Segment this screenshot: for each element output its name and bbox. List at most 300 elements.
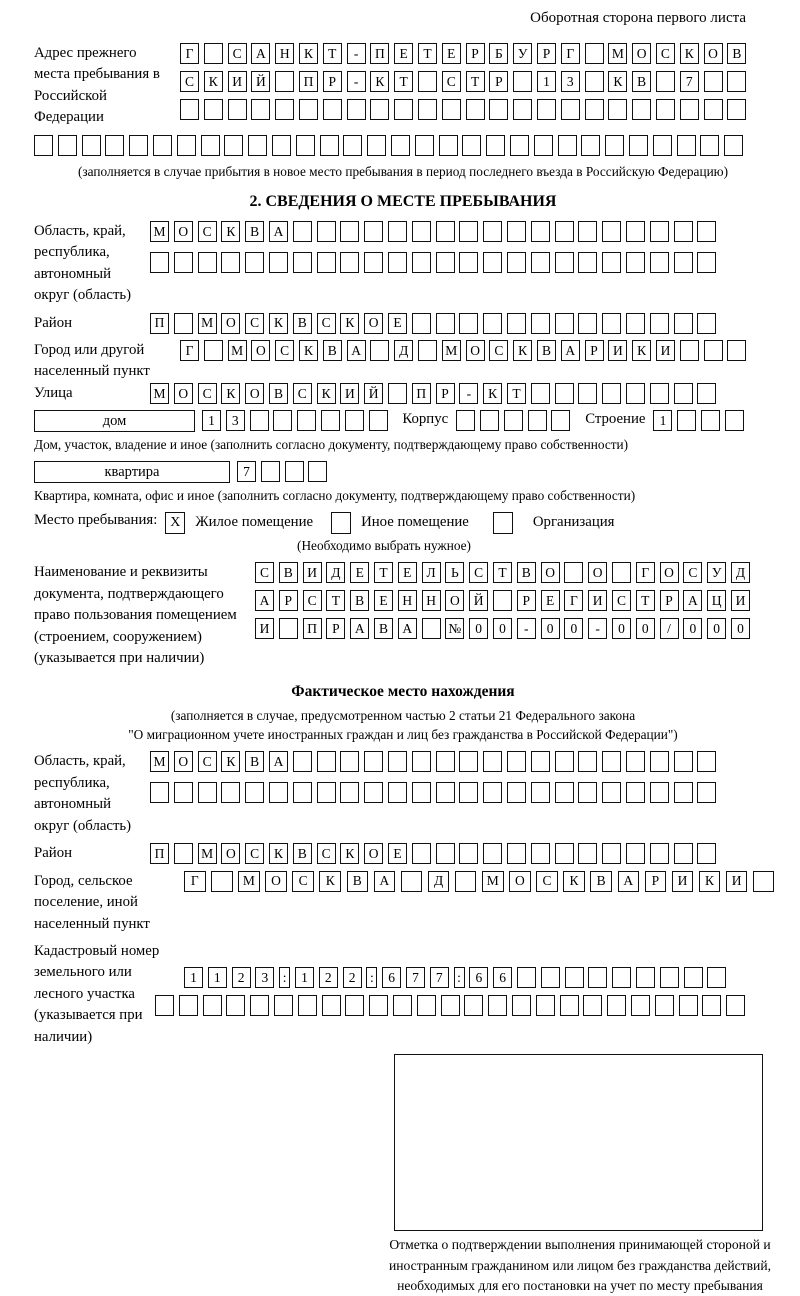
char-cell[interactable]	[285, 461, 304, 482]
char-cell[interactable]: К	[608, 71, 627, 92]
char-cell[interactable]: -	[588, 618, 607, 639]
char-cell[interactable]	[602, 313, 621, 334]
char-cell[interactable]	[697, 843, 716, 864]
char-cell[interactable]	[727, 99, 746, 120]
char-cell[interactable]: Г	[564, 590, 583, 611]
char-cell[interactable]	[459, 252, 478, 273]
char-cell[interactable]	[391, 135, 410, 156]
char-cell[interactable]: А	[683, 590, 702, 611]
char-cell[interactable]	[293, 751, 312, 772]
char-cell[interactable]	[607, 995, 626, 1016]
char-cell[interactable]	[459, 782, 478, 803]
char-cell[interactable]	[704, 99, 723, 120]
char-cell[interactable]	[588, 967, 607, 988]
char-cell[interactable]: Т	[466, 71, 485, 92]
char-cell[interactable]	[204, 99, 223, 120]
char-cell[interactable]: А	[374, 871, 396, 892]
char-cell[interactable]	[174, 313, 193, 334]
char-cell[interactable]	[180, 99, 199, 120]
char-cell[interactable]: М	[238, 871, 260, 892]
char-cell[interactable]	[655, 995, 674, 1016]
char-cell[interactable]	[602, 782, 621, 803]
char-cell[interactable]: К	[299, 43, 318, 64]
char-cell[interactable]: Р	[660, 590, 679, 611]
char-cell[interactable]	[321, 410, 340, 431]
char-cell[interactable]: Р	[279, 590, 298, 611]
char-cell[interactable]: :	[279, 967, 290, 988]
char-cell[interactable]	[650, 252, 669, 273]
char-cell[interactable]: К	[340, 843, 359, 864]
char-cell[interactable]: С	[275, 340, 294, 361]
char-cell[interactable]: С	[198, 221, 217, 242]
char-cell[interactable]	[488, 995, 507, 1016]
char-cell[interactable]	[466, 99, 485, 120]
char-cell[interactable]	[724, 135, 743, 156]
char-cell[interactable]: Л	[422, 562, 441, 583]
char-cell[interactable]	[320, 135, 339, 156]
char-cell[interactable]: П	[370, 43, 389, 64]
char-cell[interactable]	[483, 782, 502, 803]
char-cell[interactable]	[727, 71, 746, 92]
char-cell[interactable]: Т	[326, 590, 345, 611]
char-cell[interactable]: С	[317, 843, 336, 864]
region-actual-row-1[interactable]	[150, 751, 772, 772]
char-cell[interactable]: К	[269, 313, 288, 334]
prev-address-row-1[interactable]	[180, 43, 772, 64]
char-cell[interactable]	[656, 71, 675, 92]
char-cell[interactable]	[656, 99, 675, 120]
char-cell[interactable]: И	[255, 618, 274, 639]
char-cell[interactable]	[674, 252, 693, 273]
char-cell[interactable]	[412, 313, 431, 334]
char-cell[interactable]: Й	[469, 590, 488, 611]
char-cell[interactable]: К	[340, 313, 359, 334]
checkbox-residential[interactable]: X	[165, 512, 185, 534]
char-cell[interactable]	[155, 995, 174, 1016]
char-cell[interactable]	[608, 99, 627, 120]
char-cell[interactable]	[394, 99, 413, 120]
char-cell[interactable]: Г	[561, 43, 580, 64]
char-cell[interactable]: С	[317, 313, 336, 334]
checkbox-other-premises[interactable]	[331, 512, 351, 534]
char-cell[interactable]: В	[537, 340, 556, 361]
char-cell[interactable]: О	[221, 313, 240, 334]
char-cell[interactable]	[340, 221, 359, 242]
char-cell[interactable]: Т	[394, 71, 413, 92]
char-cell[interactable]	[308, 461, 327, 482]
cadastre-row-2[interactable]	[155, 995, 772, 1016]
char-cell[interactable]: 7	[406, 967, 425, 988]
char-cell[interactable]: 7	[237, 461, 256, 482]
char-cell[interactable]: А	[618, 871, 640, 892]
char-cell[interactable]: 1	[295, 967, 314, 988]
char-cell[interactable]	[555, 221, 574, 242]
char-cell[interactable]	[201, 135, 220, 156]
char-cell[interactable]	[555, 383, 574, 404]
char-cell[interactable]: М	[198, 313, 217, 334]
char-cell[interactable]	[177, 135, 196, 156]
char-cell[interactable]: Е	[388, 313, 407, 334]
char-cell[interactable]: С	[198, 751, 217, 772]
char-cell[interactable]: Т	[507, 383, 526, 404]
char-cell[interactable]	[531, 221, 550, 242]
char-cell[interactable]: К	[483, 383, 502, 404]
char-cell[interactable]: К	[699, 871, 721, 892]
char-cell[interactable]: Р	[645, 871, 667, 892]
char-cell[interactable]	[561, 99, 580, 120]
document-row-1[interactable]	[255, 562, 772, 583]
char-cell[interactable]	[317, 221, 336, 242]
char-cell[interactable]: :	[366, 967, 377, 988]
char-cell[interactable]: С	[683, 562, 702, 583]
char-cell[interactable]: У	[513, 43, 532, 64]
char-cell[interactable]: К	[317, 383, 336, 404]
char-cell[interactable]: И	[340, 383, 359, 404]
char-cell[interactable]	[418, 71, 437, 92]
char-cell[interactable]: К	[680, 43, 699, 64]
char-cell[interactable]	[531, 383, 550, 404]
char-cell[interactable]: В	[245, 221, 264, 242]
char-cell[interactable]	[369, 995, 388, 1016]
char-cell[interactable]: Р	[537, 43, 556, 64]
char-cell[interactable]: А	[255, 590, 274, 611]
char-cell[interactable]	[224, 135, 243, 156]
char-cell[interactable]: В	[293, 313, 312, 334]
char-cell[interactable]	[441, 995, 460, 1016]
char-cell[interactable]: М	[150, 383, 169, 404]
char-cell[interactable]: 2	[343, 967, 362, 988]
char-cell[interactable]: А	[350, 618, 369, 639]
char-cell[interactable]	[560, 995, 579, 1016]
korpus-cells[interactable]	[456, 410, 575, 431]
char-cell[interactable]	[605, 135, 624, 156]
char-cell[interactable]: К	[370, 71, 389, 92]
char-cell[interactable]: Е	[374, 590, 393, 611]
char-cell[interactable]	[439, 135, 458, 156]
char-cell[interactable]	[345, 410, 364, 431]
char-cell[interactable]: К	[269, 843, 288, 864]
char-cell[interactable]	[677, 135, 696, 156]
char-cell[interactable]	[293, 221, 312, 242]
char-cell[interactable]	[82, 135, 101, 156]
char-cell[interactable]	[340, 751, 359, 772]
char-cell[interactable]	[364, 751, 383, 772]
char-cell[interactable]	[704, 71, 723, 92]
char-cell[interactable]: О	[445, 590, 464, 611]
district-row[interactable]	[150, 313, 772, 334]
char-cell[interactable]: О	[632, 43, 651, 64]
stroenie-cells[interactable]	[653, 410, 748, 431]
house-number-cells[interactable]	[202, 410, 392, 431]
char-cell[interactable]: Р	[466, 43, 485, 64]
char-cell[interactable]: Е	[442, 43, 461, 64]
char-cell[interactable]: В	[293, 843, 312, 864]
char-cell[interactable]: К	[221, 383, 240, 404]
char-cell[interactable]: А	[269, 221, 288, 242]
char-cell[interactable]: 1	[537, 71, 556, 92]
char-cell[interactable]	[650, 843, 669, 864]
char-cell[interactable]: Й	[364, 383, 383, 404]
char-cell[interactable]: 3	[226, 410, 245, 431]
char-cell[interactable]: С	[293, 383, 312, 404]
char-cell[interactable]	[343, 135, 362, 156]
char-cell[interactable]	[459, 221, 478, 242]
char-cell[interactable]	[364, 221, 383, 242]
char-cell[interactable]	[436, 843, 455, 864]
char-cell[interactable]: 7	[430, 967, 449, 988]
char-cell[interactable]	[585, 71, 604, 92]
char-cell[interactable]: В	[517, 562, 536, 583]
char-cell[interactable]	[528, 410, 547, 431]
char-cell[interactable]	[725, 410, 744, 431]
char-cell[interactable]	[674, 782, 693, 803]
char-cell[interactable]: Й	[251, 71, 270, 92]
checkbox-organization[interactable]	[493, 512, 513, 534]
char-cell[interactable]	[631, 995, 650, 1016]
char-cell[interactable]	[364, 252, 383, 273]
char-cell[interactable]: И	[672, 871, 694, 892]
char-cell[interactable]: К	[513, 340, 532, 361]
char-cell[interactable]	[660, 967, 679, 988]
char-cell[interactable]: 2	[319, 967, 338, 988]
char-cell[interactable]	[221, 252, 240, 273]
char-cell[interactable]	[697, 751, 716, 772]
char-cell[interactable]	[680, 99, 699, 120]
char-cell[interactable]	[555, 751, 574, 772]
char-cell[interactable]: А	[269, 751, 288, 772]
char-cell[interactable]: О	[174, 383, 193, 404]
char-cell[interactable]	[650, 313, 669, 334]
char-cell[interactable]: М	[442, 340, 461, 361]
char-cell[interactable]	[578, 313, 597, 334]
char-cell[interactable]: О	[364, 843, 383, 864]
char-cell[interactable]	[273, 410, 292, 431]
char-cell[interactable]	[674, 843, 693, 864]
char-cell[interactable]: У	[707, 562, 726, 583]
char-cell[interactable]	[551, 410, 570, 431]
char-cell[interactable]	[459, 751, 478, 772]
char-cell[interactable]	[483, 313, 502, 334]
char-cell[interactable]	[456, 410, 475, 431]
char-cell[interactable]	[653, 135, 672, 156]
char-cell[interactable]	[585, 43, 604, 64]
char-cell[interactable]	[274, 995, 293, 1016]
char-cell[interactable]: О	[174, 221, 193, 242]
char-cell[interactable]	[650, 221, 669, 242]
char-cell[interactable]: Д	[731, 562, 750, 583]
cadastre-row-1[interactable]	[184, 967, 772, 988]
char-cell[interactable]: С	[180, 71, 199, 92]
char-cell[interactable]	[364, 782, 383, 803]
prev-address-row-3[interactable]	[180, 99, 772, 120]
char-cell[interactable]	[697, 313, 716, 334]
char-cell[interactable]: -	[347, 71, 366, 92]
char-cell[interactable]	[345, 995, 364, 1016]
region-row-1[interactable]	[150, 221, 772, 242]
char-cell[interactable]	[275, 71, 294, 92]
char-cell[interactable]	[677, 410, 696, 431]
char-cell[interactable]: К	[221, 221, 240, 242]
char-cell[interactable]	[245, 782, 264, 803]
char-cell[interactable]: О	[245, 383, 264, 404]
char-cell[interactable]: Р	[585, 340, 604, 361]
char-cell[interactable]	[272, 135, 291, 156]
char-cell[interactable]	[412, 751, 431, 772]
char-cell[interactable]: А	[561, 340, 580, 361]
char-cell[interactable]	[436, 751, 455, 772]
char-cell[interactable]	[629, 135, 648, 156]
char-cell[interactable]	[513, 71, 532, 92]
char-cell[interactable]: С	[245, 843, 264, 864]
char-cell[interactable]	[279, 618, 298, 639]
char-cell[interactable]: 1	[208, 967, 227, 988]
char-cell[interactable]	[581, 135, 600, 156]
char-cell[interactable]	[674, 221, 693, 242]
char-cell[interactable]	[493, 590, 512, 611]
char-cell[interactable]	[674, 751, 693, 772]
char-cell[interactable]	[578, 221, 597, 242]
char-cell[interactable]: С	[442, 71, 461, 92]
char-cell[interactable]: К	[319, 871, 341, 892]
char-cell[interactable]: Д	[326, 562, 345, 583]
char-cell[interactable]	[455, 871, 477, 892]
char-cell[interactable]: К	[221, 751, 240, 772]
char-cell[interactable]	[174, 782, 193, 803]
char-cell[interactable]: В	[269, 383, 288, 404]
char-cell[interactable]: С	[228, 43, 247, 64]
char-cell[interactable]	[198, 782, 217, 803]
char-cell[interactable]	[578, 843, 597, 864]
char-cell[interactable]: 0	[541, 618, 560, 639]
char-cell[interactable]	[626, 221, 645, 242]
char-cell[interactable]	[369, 410, 388, 431]
char-cell[interactable]	[726, 995, 745, 1016]
char-cell[interactable]: В	[347, 871, 369, 892]
char-cell[interactable]	[555, 313, 574, 334]
char-cell[interactable]: Г	[180, 43, 199, 64]
char-cell[interactable]	[150, 782, 169, 803]
char-cell[interactable]: Т	[374, 562, 393, 583]
region-row-2[interactable]	[150, 252, 772, 273]
char-cell[interactable]	[317, 252, 336, 273]
char-cell[interactable]: М	[608, 43, 627, 64]
char-cell[interactable]: М	[198, 843, 217, 864]
char-cell[interactable]: О	[509, 871, 531, 892]
char-cell[interactable]	[105, 135, 124, 156]
char-cell[interactable]	[626, 383, 645, 404]
char-cell[interactable]: О	[265, 871, 287, 892]
char-cell[interactable]: Н	[398, 590, 417, 611]
char-cell[interactable]	[436, 221, 455, 242]
char-cell[interactable]	[578, 252, 597, 273]
char-cell[interactable]	[221, 782, 240, 803]
char-cell[interactable]: В	[323, 340, 342, 361]
char-cell[interactable]: И	[588, 590, 607, 611]
char-cell[interactable]	[436, 313, 455, 334]
city-actual-row[interactable]	[184, 871, 780, 892]
char-cell[interactable]: С	[245, 313, 264, 334]
char-cell[interactable]: И	[303, 562, 322, 583]
char-cell[interactable]: П	[412, 383, 431, 404]
char-cell[interactable]	[226, 995, 245, 1016]
char-cell[interactable]: М	[482, 871, 504, 892]
char-cell[interactable]: :	[454, 967, 465, 988]
char-cell[interactable]: Н	[422, 590, 441, 611]
char-cell[interactable]	[650, 383, 669, 404]
char-cell[interactable]	[534, 135, 553, 156]
char-cell[interactable]	[459, 313, 478, 334]
char-cell[interactable]	[293, 252, 312, 273]
char-cell[interactable]: С	[255, 562, 274, 583]
prev-address-row-2[interactable]	[180, 71, 772, 92]
char-cell[interactable]	[679, 995, 698, 1016]
char-cell[interactable]: 2	[232, 967, 251, 988]
char-cell[interactable]: Е	[388, 843, 407, 864]
char-cell[interactable]	[370, 340, 389, 361]
char-cell[interactable]	[483, 221, 502, 242]
char-cell[interactable]	[517, 967, 536, 988]
char-cell[interactable]: К	[299, 340, 318, 361]
char-cell[interactable]	[347, 99, 366, 120]
char-cell[interactable]: 0	[683, 618, 702, 639]
char-cell[interactable]: В	[245, 751, 264, 772]
char-cell[interactable]	[436, 782, 455, 803]
char-cell[interactable]	[275, 99, 294, 120]
char-cell[interactable]	[251, 99, 270, 120]
char-cell[interactable]	[204, 43, 223, 64]
char-cell[interactable]: 3	[255, 967, 274, 988]
char-cell[interactable]: Г	[636, 562, 655, 583]
char-cell[interactable]: В	[374, 618, 393, 639]
char-cell[interactable]: А	[398, 618, 417, 639]
char-cell[interactable]	[250, 410, 269, 431]
char-cell[interactable]	[564, 562, 583, 583]
char-cell[interactable]	[507, 782, 526, 803]
char-cell[interactable]	[204, 340, 223, 361]
char-cell[interactable]	[650, 751, 669, 772]
char-cell[interactable]: 0	[493, 618, 512, 639]
char-cell[interactable]	[536, 995, 555, 1016]
char-cell[interactable]: В	[350, 590, 369, 611]
char-cell[interactable]	[504, 410, 523, 431]
char-cell[interactable]: Д	[428, 871, 450, 892]
char-cell[interactable]: С	[536, 871, 558, 892]
char-cell[interactable]	[412, 782, 431, 803]
char-cell[interactable]: В	[590, 871, 612, 892]
char-cell[interactable]	[418, 340, 437, 361]
char-cell[interactable]	[317, 782, 336, 803]
char-cell[interactable]	[322, 995, 341, 1016]
char-cell[interactable]	[417, 995, 436, 1016]
char-cell[interactable]	[393, 995, 412, 1016]
char-cell[interactable]	[415, 135, 434, 156]
char-cell[interactable]: Т	[636, 590, 655, 611]
char-cell[interactable]: 6	[469, 967, 488, 988]
char-cell[interactable]	[297, 410, 316, 431]
char-cell[interactable]	[174, 843, 193, 864]
char-cell[interactable]: Р	[517, 590, 536, 611]
document-row-2[interactable]	[255, 590, 772, 611]
char-cell[interactable]	[367, 135, 386, 156]
char-cell[interactable]	[727, 340, 746, 361]
char-cell[interactable]: С	[489, 340, 508, 361]
char-cell[interactable]	[340, 782, 359, 803]
char-cell[interactable]: М	[150, 221, 169, 242]
char-cell[interactable]	[269, 782, 288, 803]
region-actual-row-2[interactable]	[150, 782, 772, 803]
char-cell[interactable]: И	[608, 340, 627, 361]
char-cell[interactable]	[626, 751, 645, 772]
